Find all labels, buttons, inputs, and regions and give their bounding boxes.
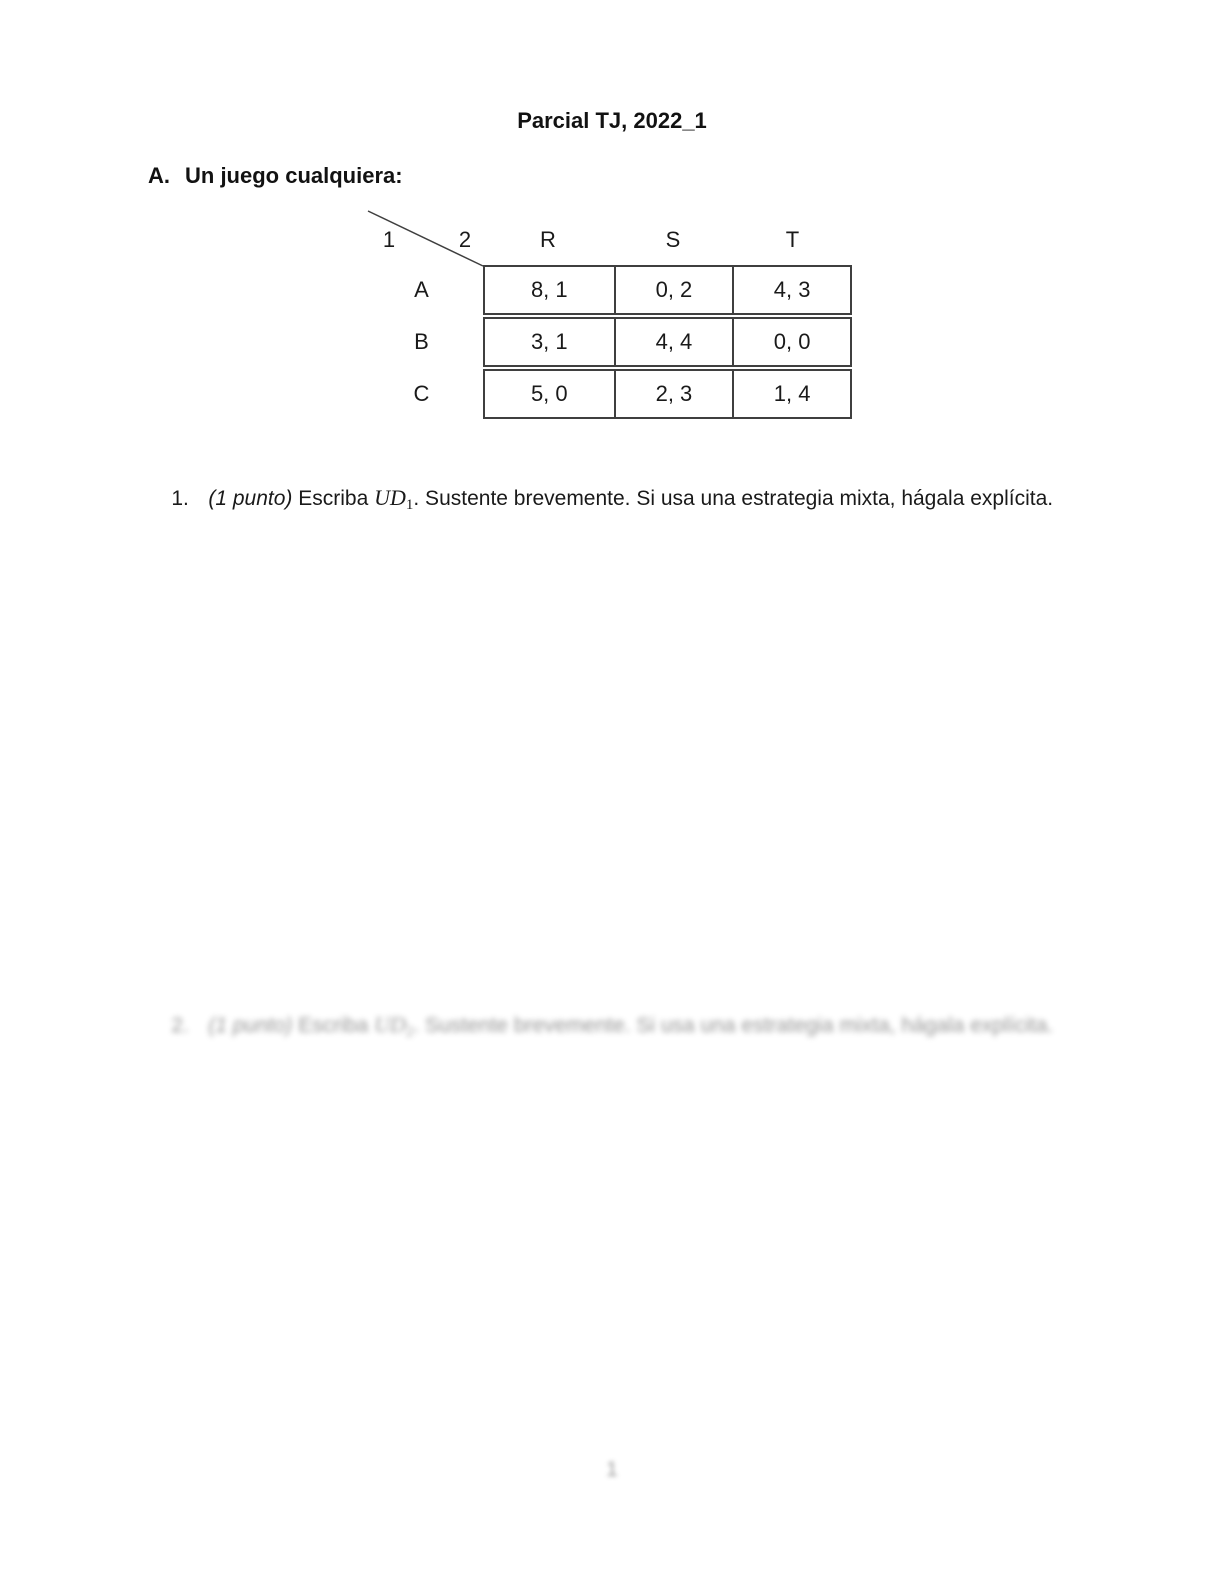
question-points: (1 punto)	[208, 1014, 293, 1037]
math-subscript: 2	[405, 1024, 414, 1040]
table-row	[483, 369, 852, 419]
payoff-cell: 0, 2	[614, 267, 733, 313]
payoff-cell: 4, 3	[732, 267, 850, 313]
math-variable: UD	[374, 485, 406, 510]
page-number: 1	[606, 1458, 618, 1481]
math-variable: UD	[374, 1012, 406, 1037]
player1-label: 1	[382, 227, 396, 252]
row-header-B: B	[414, 329, 429, 354]
game-matrix	[360, 205, 860, 435]
payoff-cell: 3, 1	[530, 329, 568, 354]
question-text: Escriba	[292, 487, 375, 510]
section-heading	[148, 163, 403, 189]
row-header-A: A	[414, 277, 429, 302]
table-row	[483, 317, 852, 367]
question-1	[148, 461, 1053, 538]
question-text: . Sustente brevemente. Si usa una estrategia mixta, hágala explícita.	[413, 487, 1054, 510]
payoff-cell: 0, 0	[732, 319, 850, 365]
player2-label: 2	[458, 227, 472, 252]
row-header-C: C	[413, 381, 430, 406]
math-subscript: 1	[405, 497, 414, 513]
page-title: Parcial TJ, 2022_1	[517, 108, 707, 133]
section-heading-text: Un juego cualquiera:	[185, 163, 403, 188]
question-number: 2.	[171, 1014, 189, 1037]
payoff-cell: 1, 4	[732, 371, 850, 417]
question-number: 1.	[171, 487, 189, 510]
question-text: Escriba	[292, 1014, 375, 1037]
section-label: A.	[148, 163, 170, 188]
payoff-cell: 8, 1	[530, 277, 568, 302]
col-header-S: S	[665, 227, 681, 252]
question-text: . Sustente brevemente. Si usa una estrategia mixta, hágala explícita.	[413, 1014, 1054, 1037]
col-header-R: R	[540, 227, 556, 252]
table-row	[483, 265, 852, 315]
payoff-cell: 5, 0	[530, 381, 568, 406]
row-header-column	[360, 265, 483, 421]
payoff-table	[483, 265, 852, 421]
payoff-cell: 4, 4	[614, 319, 733, 365]
question-2-blurred	[148, 988, 1053, 1065]
question-points: (1 punto)	[208, 487, 293, 510]
col-header-T: T	[785, 227, 800, 252]
payoff-cell: 2, 3	[614, 371, 733, 417]
